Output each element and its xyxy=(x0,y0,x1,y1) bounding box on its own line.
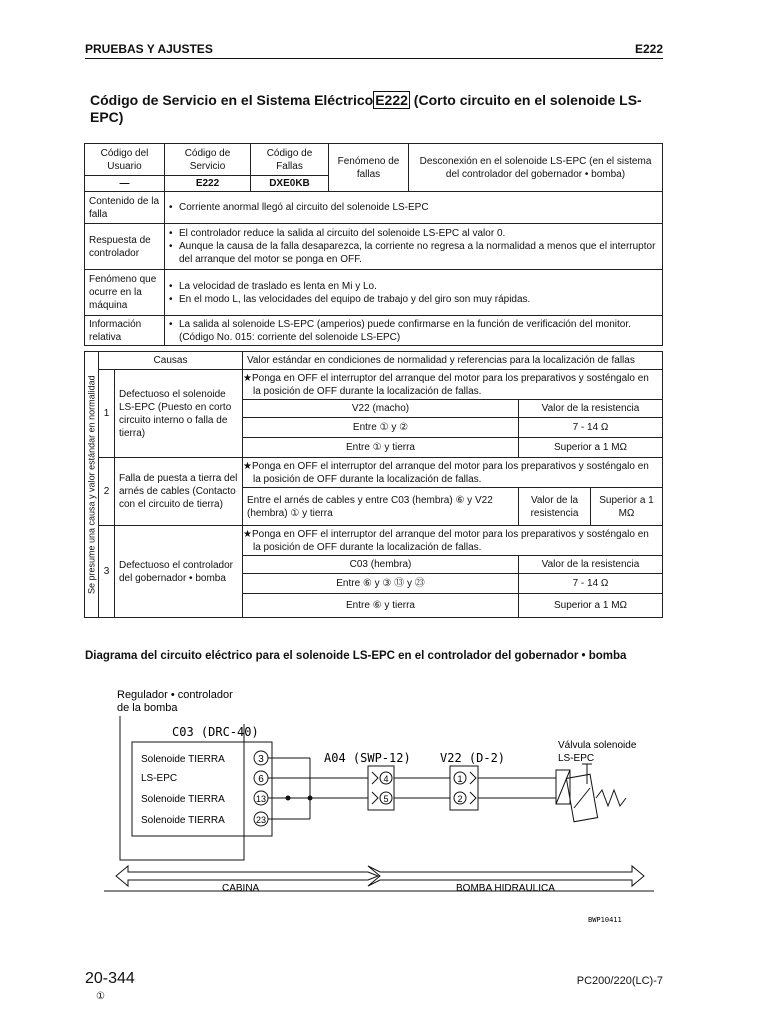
title-code-box: E222 xyxy=(375,92,408,108)
page-number: 20-344 xyxy=(85,970,135,987)
pin-name: LS-EPC xyxy=(141,773,178,784)
cause-number: 1 xyxy=(99,370,115,458)
junction-dot xyxy=(286,796,291,801)
measure-value: Superior a 1 MΩ xyxy=(519,438,663,458)
col-header: V22 (macho) xyxy=(243,400,519,418)
valve-label: LS-EPC xyxy=(558,753,595,764)
section-title: PRUEBAS Y AJUSTES xyxy=(85,42,213,56)
v22-connector-label: V22 (D-2) xyxy=(440,751,506,765)
diagram-title: Diagrama del circuito eléctrico para el solenoide LS-EPC en el controlador del gobernador • bomba xyxy=(85,650,627,662)
bomba-arrow xyxy=(368,866,644,894)
header-phenomenon: Fenómeno de fallas xyxy=(329,144,409,192)
measure-point: Entre ① y ② xyxy=(243,418,519,438)
svg-text:1: 1 xyxy=(457,774,463,784)
section-code: E222 xyxy=(634,42,663,56)
causes-table xyxy=(84,351,663,618)
procedure-note: ★Ponga en OFF el interruptor del arranque del motor para los preparativos y sosténgalo en la posición de OFF durante la localización de fallas. xyxy=(243,526,663,556)
pin-name: Solenoide TIERRA xyxy=(141,794,225,805)
v22-connector-box xyxy=(450,766,478,810)
service-code-value: E222 xyxy=(165,176,251,192)
header-user-code: Código del Usuario xyxy=(85,144,165,176)
row-label: Respuesta de controlador xyxy=(85,224,165,270)
row-content: • La velocidad de traslado es lenta en Mi y Lo. • En el modo L, las velocidades del equipo de trabajo y del giro son muy rápidas. xyxy=(165,270,663,316)
page-header xyxy=(85,42,663,59)
svg-text:2: 2 xyxy=(457,794,463,804)
fault-code-value: DXE0KB xyxy=(251,176,329,192)
figure-ref: BWP10411 xyxy=(588,916,622,924)
standard-header: Valor estándar en condiciones de normalidad y referencias para la localización de fallas xyxy=(243,352,663,370)
revision-mark: ① xyxy=(96,991,105,1002)
wiring xyxy=(268,758,556,819)
cabina-arrow xyxy=(116,866,378,894)
row-content: • El controlador reduce la salida al circuito del solenoide LS-EPC al valor 0. • Aunque la causa de la falla desaparezca, la corriente no regresa a la normalidad a menos que el interruptor del arranque del motor se ponga en OFF. xyxy=(165,224,663,270)
svg-text:CABINA: CABINA xyxy=(222,883,260,894)
header-service-code: Código de Servicio xyxy=(165,144,251,176)
side-label: Se presume una causa y valor estándar en normalidad xyxy=(85,352,99,618)
svg-text:6: 6 xyxy=(258,774,264,785)
valve-label: Válvula solenoide xyxy=(558,740,637,751)
row-content: • La salida al solenoide LS-EPC (amperios) puede confirmarse en la función de verificación del monitor. (Código No. 015: corriente del solenoide LS-EPC) xyxy=(165,316,663,346)
row-label: Fenómeno que ocurre en la máquina xyxy=(85,270,165,316)
measure-label: Valor de la resistencia xyxy=(519,488,591,526)
fault-info-table xyxy=(84,143,663,346)
svg-text:3: 3 xyxy=(258,754,264,765)
header-fault-code: Código de Fallas xyxy=(251,144,329,176)
svg-text:23: 23 xyxy=(255,815,267,825)
row-label: Contenido de la falla xyxy=(85,192,165,224)
svg-text:5: 5 xyxy=(383,794,389,804)
controller-label: Regulador • controlador xyxy=(117,689,233,701)
svg-text:4: 4 xyxy=(383,774,389,784)
page-title: Código de Servicio en el Sistema Eléctrico E222 (Corto circuito en el solenoide LS-EPC) xyxy=(90,92,642,125)
measure-point: Entre ⑥ y ③ ⑬ y ㉓ xyxy=(243,574,519,594)
cause-description: Defectuoso el controlador del gobernador • bomba xyxy=(115,526,243,618)
circuit-diagram xyxy=(84,680,674,930)
svg-text:13: 13 xyxy=(255,794,267,804)
measure-value: 7 - 14 Ω xyxy=(519,574,663,594)
pin-name: Solenoide TIERRA xyxy=(141,815,225,826)
cause-description: Defectuoso el solenoide LS-EPC (Puesto en corto circuito interno o falla de tierra) xyxy=(115,370,243,458)
measure-value: Superior a 1 MΩ xyxy=(519,594,663,618)
causes-header: Causas xyxy=(99,352,243,370)
user-code-value: — xyxy=(85,176,165,192)
measure-point: Entre ① y tierra xyxy=(243,438,519,458)
controller-label: de la bomba xyxy=(117,702,178,714)
c03-pins xyxy=(254,751,268,826)
pin-name: Solenoide TIERRA xyxy=(141,754,225,765)
measure-point: Entre ⑥ y tierra xyxy=(243,594,519,618)
row-label: Información relativa xyxy=(85,316,165,346)
solenoid-valve-symbol xyxy=(556,764,626,822)
model-number: PC200/220(LC)-7 xyxy=(576,975,663,987)
measure-value: Superior a 1 MΩ xyxy=(591,488,663,526)
row-content: • Corriente anormal llegó al circuito del solenoide LS-EPC xyxy=(165,192,663,224)
col-header: Valor de la resistencia xyxy=(519,400,663,418)
svg-text:BOMBA HIDRAULICA: BOMBA HIDRAULICA xyxy=(456,883,555,894)
procedure-note: ★Ponga en OFF el interruptor del arranque del motor para los preparativos y sosténgalo en la posición de OFF durante la localización de fallas. xyxy=(243,370,663,400)
header-description: Desconexión en el solenoide LS-EPC (en el sistema del controlador del gobernador • bomba) xyxy=(409,144,663,192)
col-header: C03 (hembra) xyxy=(243,556,519,574)
col-header: Valor de la resistencia xyxy=(519,556,663,574)
cause-description: Falla de puesta a tierra del arnés de cables (Contacto con el circuito de tierra) xyxy=(115,458,243,526)
measure-point: Entre el arnés de cables y entre C03 (hembra) ⑥ y V22 (hembra) ① y tierra xyxy=(243,488,519,526)
a04-connector-label: A04 (SWP-12) xyxy=(324,751,411,765)
cause-number: 3 xyxy=(99,526,115,618)
measure-value: 7 - 14 Ω xyxy=(519,418,663,438)
procedure-note: ★Ponga en OFF el interruptor del arranque del motor para los preparativos y sosténgalo en la posición de OFF durante la localización de fallas. xyxy=(243,458,663,488)
junction-dot xyxy=(308,796,313,801)
cause-number: 2 xyxy=(99,458,115,526)
c03-connector-label: C03 (DRC-40) xyxy=(172,725,259,739)
